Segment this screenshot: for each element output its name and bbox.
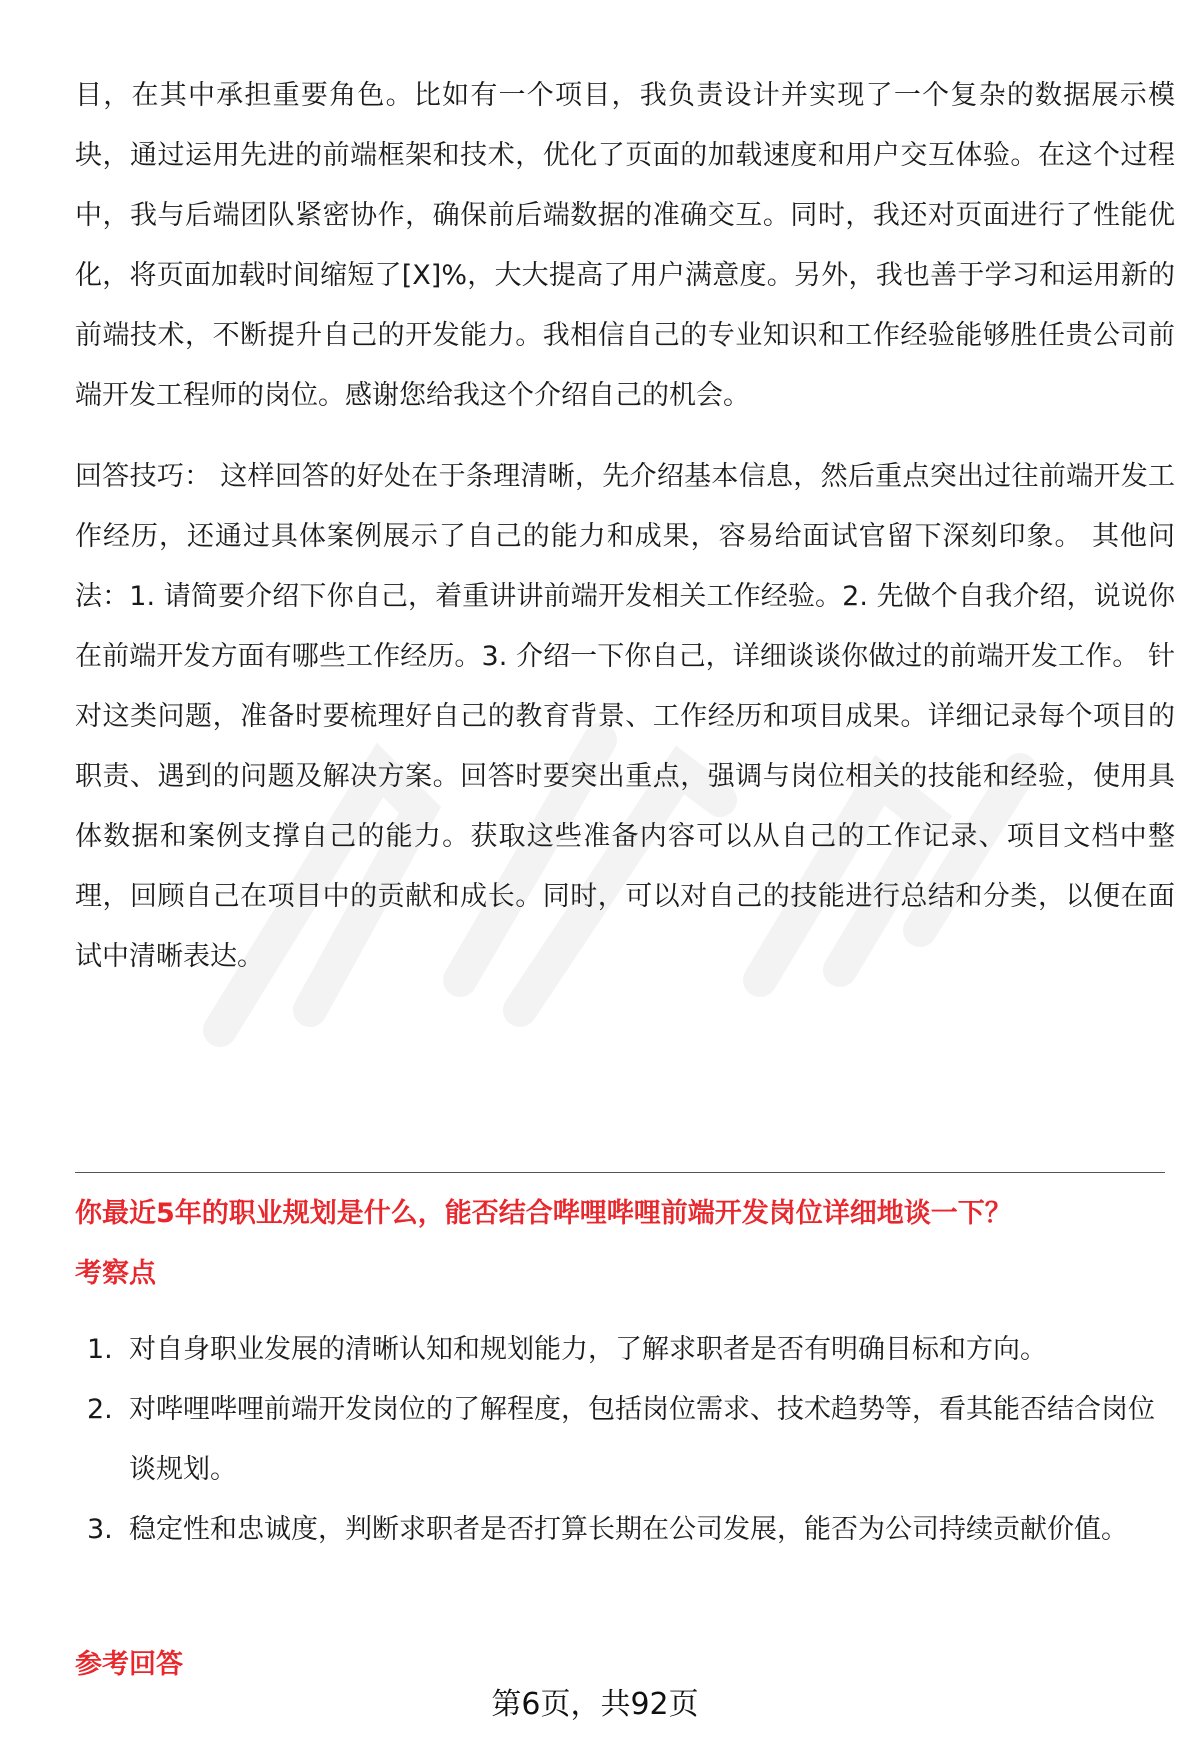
focus-points-list	[75, 1320, 1165, 1560]
list-number: 3.	[87, 1514, 113, 1545]
list-text: 对自身职业发展的清晰认知和规划能力，了解求职者是否有明确目标和方向。	[129, 1334, 1047, 1365]
list-number: 1.	[87, 1334, 113, 1365]
page-footer: 第6页，共92页	[491, 1687, 699, 1722]
list-text: 稳定性和忠诚度，判断求职者是否打算长期在公司发展，能否为公司持续贡献价值。	[129, 1514, 1128, 1545]
question-title: 你最近5年的职业规划是什么，能否结合哔哩哔哩前端开发岗位详细地谈一下？	[75, 1198, 1012, 1229]
answer-tips-paragraph: 回答技巧： 这样回答的好处在于条理清晰，先介绍基本信息，然后重点突出过往前端开发工作经历，还通过具体案例展示了自己的能力和成果，容易给面试官留下深刻印象。 其他问法：1. 请简要介绍下你自己，着重讲讲前端开发相关工作经验。2. 先做个自我介绍，说说你在前端开发方面有哪些工作经历。3. 介绍一下你自己，详细谈谈你做过的前端开发工作。 针对这类问题，准备时要梳理好自己的教育背景、工作经历和项目成果。详细记录每个项目的职责、遇到的问题及解决方案。回答时要突出重点，强调与岗位相关的技能和经验，使用具体数据和案例支撑自己的能力。获取这些准备内容可以从自己的工作记录、项目文档中整理，回顾自己在项目中的贡献和成长。同时，可以对自己的技能进行总结和分类，以便在面试中清晰表达。	[75, 461, 1175, 972]
focus-heading: 考察点	[75, 1258, 156, 1289]
list-number: 2.	[87, 1394, 113, 1425]
list-text: 对哔哩哔哩前端开发岗位的了解程度，包括岗位需求、技术趋势等，看其能否结合岗位谈规划。	[129, 1394, 1155, 1485]
section-divider	[75, 1172, 1165, 1173]
reference-answer-heading: 参考回答	[75, 1649, 183, 1680]
answer-continuation-paragraph: 目，在其中承担重要角色。比如有一个项目，我负责设计并实现了一个复杂的数据展示模块，通过运用先进的前端框架和技术，优化了页面的加载速度和用户交互体验。在这个过程中，我与后端团队紧密协作，确保前后端数据的准确交互。同时，我还对页面进行了性能优化，将页面加载时间缩短了[X]%，大大提高了用户满意度。另外，我也善于学习和运用新的前端技术，不断提升自己的开发能力。我相信自己的专业知识和工作经验能够胜任贵公司前端开发工程师的岗位。感谢您给我这个介绍自己的机会。	[75, 80, 1175, 411]
list-item	[75, 1320, 1165, 1380]
list-item	[75, 1500, 1165, 1560]
list-item	[75, 1380, 1165, 1500]
content-body	[75, 66, 1175, 987]
